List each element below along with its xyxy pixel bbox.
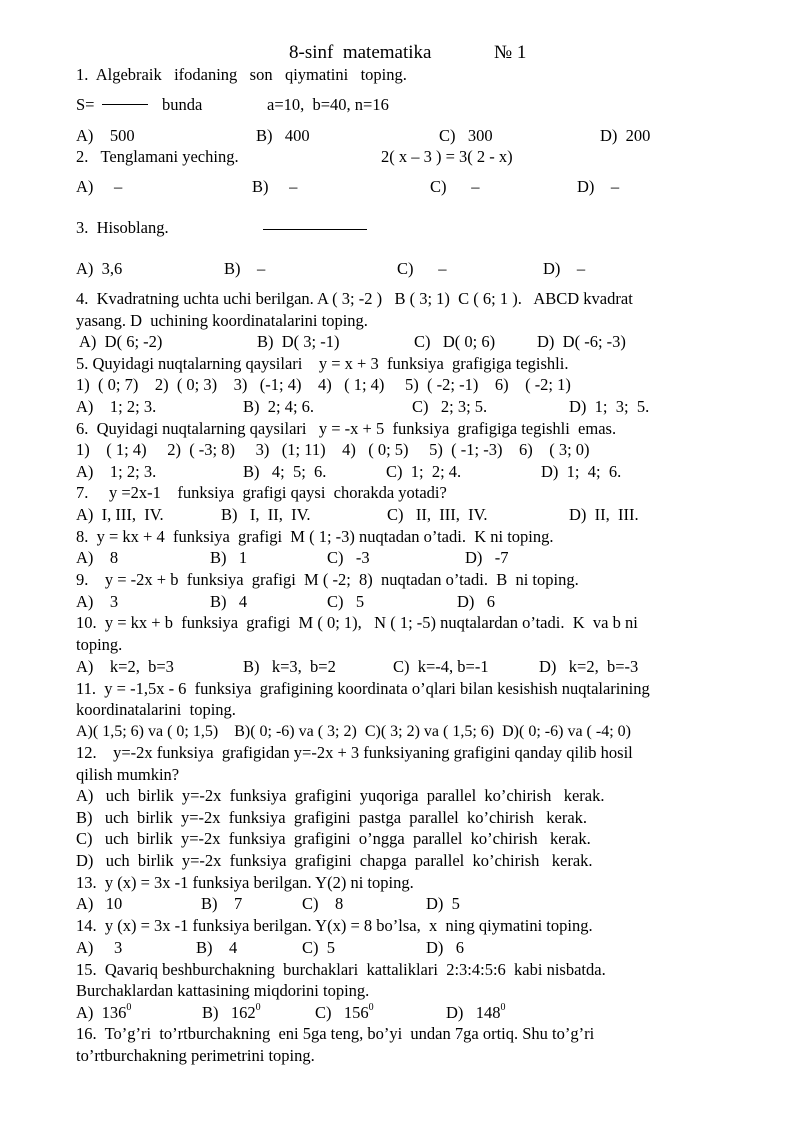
- q11-line2: koordinatalarini toping.: [76, 700, 236, 719]
- q14-option-a: A) 3: [76, 938, 123, 957]
- q2-option-b: B) –: [252, 177, 298, 196]
- q6-points: 1) ( 1; 4) 2) ( -3; 8) 3) (1; 11) 4) ( 0; 5) 5) ( -1; -3) 6) ( 3; 0): [76, 440, 590, 459]
- q14-prompt: 14. y (x) = 3x -1 funksiya berilgan. Y(x) = 8 bo’lsa, x ning qiymatini toping.: [76, 916, 593, 935]
- q2-option-c: C) –: [430, 177, 480, 196]
- q10-option-b: B) k=3, b=2: [243, 657, 336, 676]
- q11-options: A)( 1,5; 6) va ( 0; 1,5) B)( 0; -6) va ( 3; 2) C)( 3; 2) va ( 1,5; 6) D)( 0; -6) va ( -4; 0): [76, 723, 631, 740]
- q13-prompt: 13. y (x) = 3x -1 funksiya berilgan. Y(2) ni toping.: [76, 873, 414, 892]
- q9-option-d: D) 6: [457, 592, 496, 611]
- q1-fraction-bar: [102, 104, 148, 105]
- q1-bunda: bunda: [162, 95, 203, 114]
- q4-option-a: A) D( 6; -2): [79, 332, 163, 351]
- q3-option-c: C) –: [397, 259, 447, 278]
- q16-line2: to’rtburchakning perimetrini toping.: [76, 1046, 315, 1065]
- q10-line1: 10. y = kx + b funksiya grafigi M ( 0; 1), N ( 1; -5) nuqtalardan o’tadi. K va b ni: [76, 613, 638, 632]
- q6-option-d: D) 1; 4; 6.: [541, 462, 622, 481]
- q2-prompt: 2. Tenglamani yeching.: [76, 147, 239, 166]
- q12-line2: qilish mumkin?: [76, 765, 180, 784]
- q3-option-d: D) –: [543, 259, 586, 278]
- degree-sign: 0: [368, 1002, 374, 1013]
- q13-option-b: B) 7: [201, 894, 243, 913]
- q3-prompt: 3. Hisoblang.: [76, 218, 169, 237]
- q6-option-c: C) 1; 2; 4.: [386, 462, 462, 481]
- q7-option-d: D) II, III.: [569, 505, 639, 524]
- q1-option-b: B) 400: [256, 126, 310, 145]
- q8-prompt: 8. y = kx + 4 funksiya grafigi M ( 1; -3) nuqtadan o’tadi. K ni toping.: [76, 527, 554, 546]
- q15-option-c: [315, 1002, 374, 1022]
- q13-option-d: D) 5: [426, 894, 460, 913]
- q15-option-b: [202, 1002, 261, 1022]
- q15-option-c-value: C) 156: [315, 1003, 369, 1022]
- q15-option-d: [446, 1002, 506, 1022]
- q4-option-b: B) D( 3; -1): [257, 332, 340, 351]
- q5-points: 1) ( 0; 7) 2) ( 0; 3) 3) (-1; 4) 4) ( 1; 4) 5) ( -2; -1) 6) ( -2; 1): [76, 375, 571, 394]
- q5-option-d: D) 1; 3; 5.: [569, 397, 650, 416]
- page-title: 8-sinf matematika: [289, 42, 432, 63]
- q1-option-d: D) 200: [600, 126, 651, 145]
- q15-option-d-value: D) 148: [446, 1003, 501, 1022]
- q6-prompt: 6. Quyidagi nuqtalarning qaysilari y = -x + 5 funksiya grafigiga tegishli emas.: [76, 419, 617, 438]
- q10-option-c: C) k=-4, b=-1: [393, 657, 489, 676]
- q10-option-a: A) k=2, b=3: [76, 657, 174, 676]
- q14-option-b: B) 4: [196, 938, 238, 957]
- q9-option-c: C) 5: [327, 592, 365, 611]
- q8-option-c: C) -3: [327, 548, 370, 567]
- q1-prompt: 1. Algebraik ifodaning son qiymatini toping.: [76, 65, 407, 84]
- q12-option-a: A) uch birlik y=-2x funksiya grafigini yuqoriga parallel ko’chirish kerak.: [76, 786, 605, 805]
- q16-line1: 16. To’g’ri to’rtburchakning eni 5ga teng, bo’yi undan 7ga ortiq. Shu to’g’ri: [76, 1024, 595, 1043]
- q11-line1: 11. y = -1,5x - 6 funksiya grafigining koordinata o’qlari bilan kesishish nuqtalarining: [76, 679, 650, 698]
- q5-prompt: 5. Quyidagi nuqtalarning qaysilari y = x + 3 funksiya grafigiga tegishli.: [76, 354, 569, 373]
- q4-line1: 4. Kvadratning uchta uchi berilgan. A ( 3; -2 ) B ( 3; 1) C ( 6; 1 ). ABCD kvadrat: [76, 289, 633, 308]
- q8-option-a: A) 8: [76, 548, 119, 567]
- q10-line2: toping.: [76, 635, 123, 654]
- q7-option-b: B) I, II, IV.: [221, 505, 311, 524]
- q14-option-d: D) 6: [426, 938, 465, 957]
- q3-option-b: B) –: [224, 259, 266, 278]
- q5-option-b: B) 2; 4; 6.: [243, 397, 315, 416]
- q9-option-b: B) 4: [210, 592, 248, 611]
- q2-equation: 2( x – 3 ) = 3( 2 - x): [381, 147, 513, 166]
- q12-line1: 12. y=-2x funksiya grafigidan y=-2x + 3 funksiyaning grafigini qanday qilib hosil: [76, 743, 633, 762]
- q14-option-c: C) 5: [302, 938, 335, 957]
- degree-sign: 0: [255, 1002, 261, 1013]
- q10-option-d: D) k=2, b=-3: [539, 657, 639, 676]
- q3-option-a: A) 3,6: [76, 259, 123, 278]
- q12-option-c: C) uch birlik y=-2x funksiya grafigini o’ngga parallel ko’chirish kerak.: [76, 829, 591, 848]
- q6-option-a: A) 1; 2; 3.: [76, 462, 157, 481]
- q12-option-b: B) uch birlik y=-2x funksiya grafigini pastga parallel ko’chirish kerak.: [76, 808, 588, 827]
- q13-option-c: C) 8: [302, 894, 344, 913]
- q8-option-d: D) -7: [465, 548, 509, 567]
- q15-option-b-value: B) 162: [202, 1003, 256, 1022]
- q2-option-d: D) –: [577, 177, 620, 196]
- q15-line1: 15. Qavariq beshburchakning burchaklari kattaliklari 2:3:4:5:6 kabi nisbatda.: [76, 960, 606, 979]
- q5-option-c: C) 2; 3; 5.: [412, 397, 488, 416]
- test-number: № 1: [494, 42, 527, 63]
- q2-option-a: A) –: [76, 177, 123, 196]
- q4-option-d: D) D( -6; -3): [537, 332, 626, 351]
- q9-option-a: A) 3: [76, 592, 119, 611]
- q15-line2: Burchaklardan kattasining miqdorini toping.: [76, 981, 370, 1000]
- q5-option-a: A) 1; 2; 3.: [76, 397, 157, 416]
- degree-sign: 0: [500, 1002, 506, 1013]
- q8-option-b: B) 1: [210, 548, 248, 567]
- q1-option-c: C) 300: [439, 126, 493, 145]
- q7-option-a: A) I, III, IV.: [76, 505, 164, 524]
- q1-option-a: A) 500: [76, 126, 135, 145]
- q13-option-a: A) 10: [76, 894, 123, 913]
- degree-sign: 0: [126, 1002, 132, 1013]
- q4-line2: yasang. D uchining koordinatalarini toping.: [76, 311, 368, 330]
- q6-option-b: B) 4; 5; 6.: [243, 462, 327, 481]
- q7-prompt: 7. y =2x-1 funksiya grafigi qaysi chorakda yotadi?: [76, 483, 447, 502]
- q15-option-a-value: A) 136: [76, 1003, 127, 1022]
- q4-option-c: C) D( 0; 6): [414, 332, 496, 351]
- q3-fraction-bar: [263, 229, 367, 230]
- q1-values: a=10, b=40, n=16: [267, 95, 389, 114]
- q9-prompt: 9. y = -2x + b funksiya grafigi M ( -2; 8) nuqtadan o’tadi. B ni toping.: [76, 570, 579, 589]
- q12-option-d: D) uch birlik y=-2x funksiya grafigini chapga parallel ko’chirish kerak.: [76, 851, 593, 870]
- q15-option-a: [76, 1002, 132, 1022]
- q1-s-label: S=: [76, 95, 95, 114]
- q7-option-c: C) II, III, IV.: [387, 505, 488, 524]
